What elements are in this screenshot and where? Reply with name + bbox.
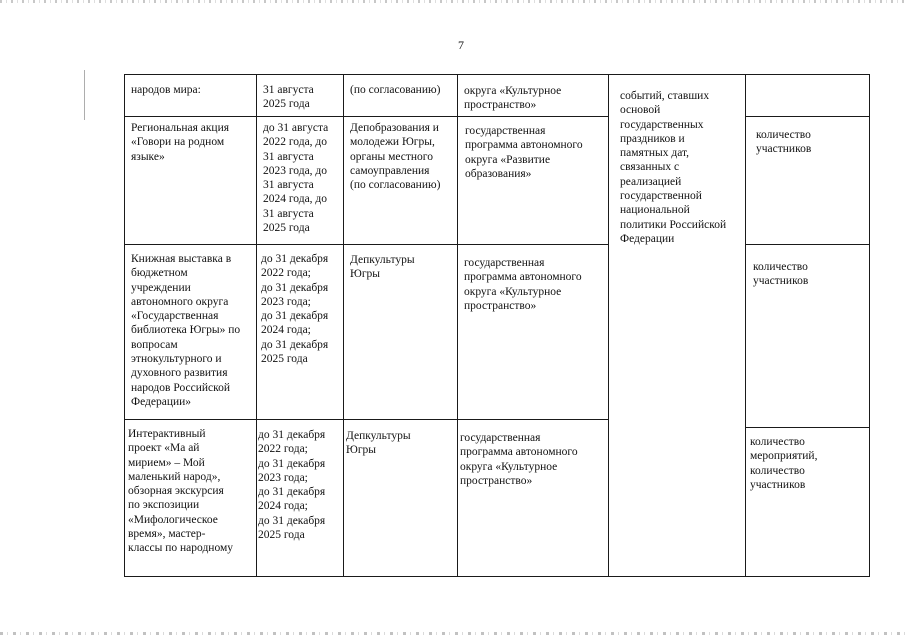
table-cell-deadline: до 31 августа 2022 года, до 31 августа 2023 года, до 31 августа 2024 года, до 31 августа 2025 года	[263, 122, 329, 235]
table-rule-top	[124, 74, 870, 75]
table-col-rule-4	[608, 74, 609, 577]
table-cell-indicator: количество мероприятий, количество участников	[750, 436, 818, 491]
table-cell-deadline: до 31 декабря 2022 года; до 31 декабря 2023 года; до 31 декабря 2024 года; до 31 декабря 2025 года	[258, 429, 326, 542]
table-col-rule-5	[745, 74, 746, 577]
table-cell-merged-result: событий, ставших основой государственных праздников и памятных дат, связанных с реализацией государственной национальной политики Российской Федерации	[620, 90, 727, 245]
table-col-rule-0	[124, 74, 125, 577]
table-cell-event: Книжная выставка в бюджетном учреждении автономного округа «Государственная библиотека Югры» по вопросам этнокультурного и духовного развития народов Российской Федерации»	[131, 253, 241, 408]
table-cell-program: государственная программа автономного округа «Культурное пространство»	[460, 432, 578, 487]
table-rule-row2-main	[124, 244, 608, 245]
table-cell-indicator: количество участников	[756, 129, 812, 156]
table-rule-row3-main	[124, 419, 608, 420]
table-col-rule-2	[343, 74, 344, 577]
scan-edge-bottom	[0, 632, 905, 635]
table-cell-program: государственная программа автономного округа «Культурное пространство»	[464, 257, 582, 312]
table-rule-row1-indicator	[745, 116, 870, 117]
table-rule-bottom	[124, 576, 870, 577]
page-number: 7	[458, 38, 464, 52]
table-cell-executor: Депкультуры Югры	[350, 254, 415, 281]
table-col-rule-6	[869, 74, 870, 577]
table-cell-executor: Депобразования и молодежи Югры, органы местного самоуправления (по согласованию)	[350, 122, 441, 192]
table-cell-program: округа «Культурное пространство»	[464, 85, 562, 112]
table-cell-indicator: количество участников	[753, 261, 809, 288]
table-cell-program: государственная программа автономного округа «Развитие образования»	[465, 125, 583, 180]
table-cell-event: народов мира:	[131, 84, 201, 96]
table-cell-event: Интерактивный проект «Ма ай мирием» – Мой маленький народ», обзорная экскурсия по экспозиции «Мифологическое время», мастер- классы по народному	[128, 428, 234, 555]
table-rule-row1-main	[124, 116, 608, 117]
table-rule-row2-indicator	[745, 244, 870, 245]
scan-mark-left	[84, 70, 85, 120]
scan-edge-top	[0, 0, 905, 3]
table-cell-deadline: до 31 декабря 2022 года; до 31 декабря 2023 года; до 31 декабря 2024 года; до 31 декабря 2025 года	[261, 253, 329, 366]
table-col-rule-3	[457, 74, 458, 577]
table-cell-executor: Депкультуры Югры	[346, 430, 411, 457]
table-col-rule-1	[256, 74, 257, 577]
table-rule-row3-indicator	[745, 427, 870, 428]
table-cell-executor: (по согласованию)	[350, 84, 441, 96]
table-cell-event: Региональная акция «Говори на родном языке»	[131, 122, 230, 163]
table-cell-deadline: 31 августа 2025 года	[263, 84, 314, 111]
